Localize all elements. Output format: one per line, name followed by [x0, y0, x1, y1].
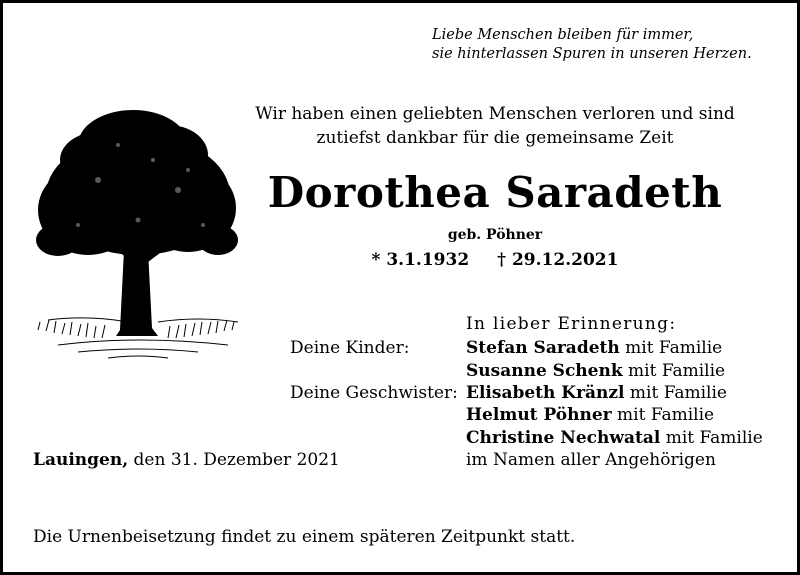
birth-date: * 3.1.1932	[371, 250, 470, 270]
sibling-suffix: mit Familie	[611, 405, 715, 425]
memory-heading: In lieber Erinnerung:	[466, 314, 677, 334]
tree-icon	[28, 100, 248, 370]
child-entry	[466, 338, 722, 358]
place-date	[33, 450, 340, 470]
children-label: Deine Kinder:	[290, 338, 410, 358]
sibling-entry	[466, 428, 763, 448]
place: Lauingen,	[33, 450, 129, 470]
child-suffix: mit Familie	[622, 361, 726, 381]
date: den 31. Dezember 2021	[128, 450, 340, 470]
sibling-name: Helmut Pöhner	[466, 405, 612, 425]
intro-line-1: Wir haben einen geliebten Menschen verloren und sind	[255, 104, 735, 124]
quote	[432, 26, 752, 64]
sibling-entry	[466, 383, 727, 403]
child-suffix: mit Familie	[619, 338, 723, 358]
footer-note: Die Urnenbeisetzung findet zu einem späteren Zeitpunkt statt.	[33, 527, 576, 547]
life-dates	[250, 250, 740, 270]
siblings-label: Deine Geschwister:	[290, 383, 458, 403]
quote-line-2: sie hinterlassen Spuren in unseren Herzen.	[432, 46, 752, 62]
quote-line-1: Liebe Menschen bleiben für immer,	[432, 27, 694, 43]
sibling-entry	[466, 405, 714, 425]
intro-text	[250, 102, 740, 150]
intro-line-2: zutiefst dankbar für die gemeinsame Zeit	[316, 128, 674, 148]
birth-name: geb. Pöhner	[447, 227, 543, 243]
death-date: † 29.12.2021	[497, 250, 619, 270]
sibling-suffix: mit Familie	[624, 383, 727, 403]
sibling-name: Christine Nechwatal	[466, 428, 661, 448]
child-entry	[466, 361, 725, 381]
sibling-name: Elisabeth Kränzl	[466, 383, 625, 403]
deceased-name: Dorothea Saradeth	[267, 168, 723, 217]
closing-line: im Namen aller Angehörigen	[466, 450, 716, 470]
child-name: Susanne Schenk	[466, 361, 623, 381]
child-name: Stefan Saradeth	[466, 338, 620, 358]
sibling-suffix: mit Familie	[660, 428, 763, 448]
